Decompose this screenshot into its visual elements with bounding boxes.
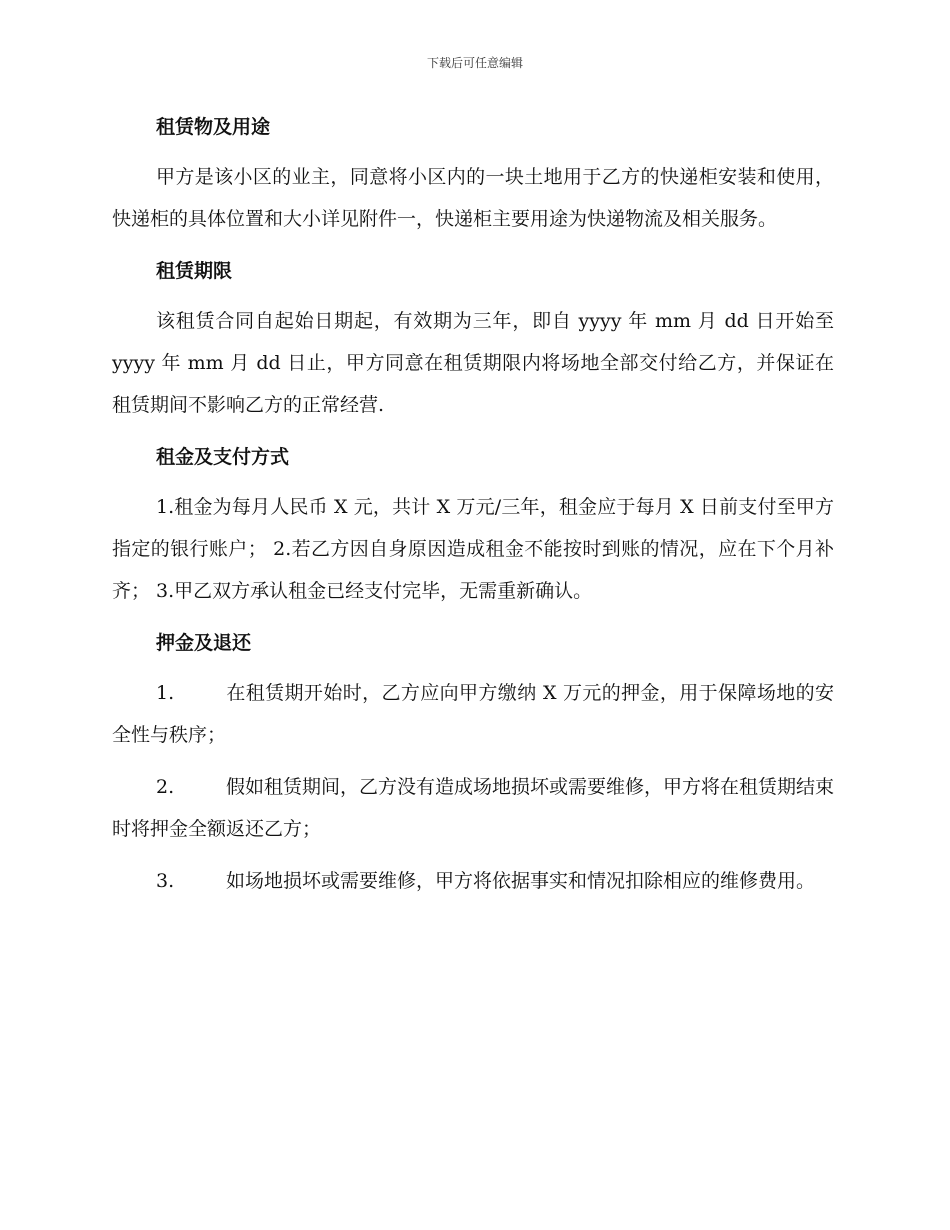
section-paragraph-rent-payment: 1.租金为每月人民币 X 元，共计 X 万元/三年，租金应于每月 X 日前支付至甲方指定的银行账户； 2.若乙方因自身原因造成租金不能按时到账的情况，应在下个月补齐； 3.甲乙双方承认租金已经支付完毕，无需重新确认。 [112, 496, 834, 602]
section-heading-lease-object: 租赁物及用途 [156, 116, 271, 138]
section-paragraph-lease-object: 甲方是该小区的业主，同意将小区内的一块土地用于乙方的快递柜安装和使用，快递柜的具体位置和大小详见附件一，快递柜主要用途为快递物流及相关服务。 [112, 166, 834, 230]
list-item-text: 如场地损坏或需要维修，甲方将依据事实和情况扣除相应的维修费用。 [226, 870, 816, 892]
page-header: 下载后可任意编辑 [426, 56, 523, 70]
section-heading-deposit: 押金及退还 [156, 632, 252, 654]
list-item-number: 3. [156, 870, 175, 892]
list-item-text: 在租赁期开始时，乙方应向甲方缴纳 X 万元的押金，用于保障场地的安全性与秩序； [112, 682, 834, 746]
list-item [112, 672, 834, 756]
list-item-text: 假如租赁期间，乙方没有造成场地损坏或需要维修，甲方将在租赁期结束时将押金全额返还乙方； [112, 776, 835, 840]
section-heading-lease-term: 租赁期限 [156, 260, 233, 282]
list-item-number: 2. [156, 776, 175, 798]
section-heading-rent-payment: 租金及支付方式 [156, 446, 290, 468]
list-item [112, 766, 834, 850]
document-body [112, 106, 834, 912]
list-item [112, 860, 834, 902]
list-item-number: 1. [156, 682, 175, 704]
section-paragraph-lease-term: 该租赁合同自起始日期起，有效期为三年，即自 yyyy 年 mm 月 dd 日开始至 yyyy 年 mm 月 dd 日止，甲方同意在租赁期限内将场地全部交付给乙方，并保证在租赁期间不影响乙方的正常经营. [112, 310, 834, 416]
